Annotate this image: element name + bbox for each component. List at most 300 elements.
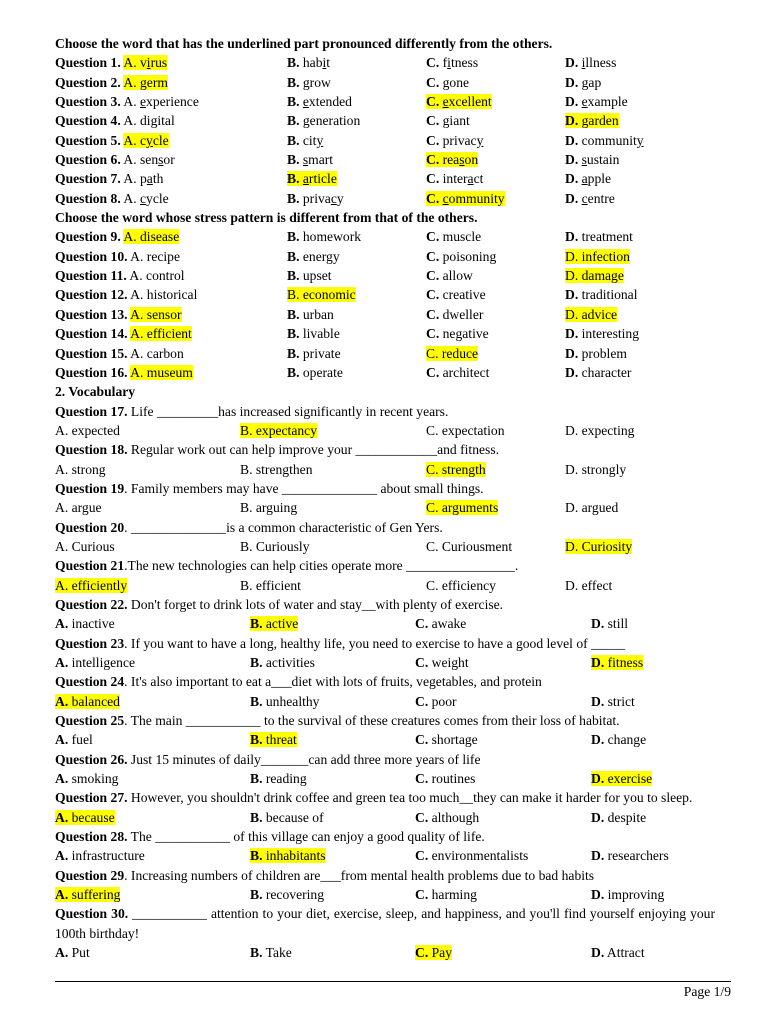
option-text (565, 152, 619, 167)
underlined-part: c (140, 190, 147, 206)
option-text (565, 539, 632, 554)
question-number: Question 28. (55, 829, 128, 845)
option-letter: C. (426, 268, 440, 284)
word-suffix: y (336, 190, 344, 206)
question-number: Question 21 (55, 558, 125, 574)
word-prefix: privac (442, 132, 477, 148)
option-text (250, 694, 319, 709)
option-a (55, 460, 106, 479)
option-a (123, 55, 167, 70)
option-text (287, 55, 330, 70)
option-label: Attract (606, 945, 645, 961)
option-d (565, 363, 631, 382)
word-suffix: erm (146, 74, 168, 90)
question-stem (55, 440, 715, 459)
option-letter: D. (565, 287, 579, 303)
question-text: Don't forget to drink lots of water and stay__with plenty of exercise. (127, 596, 504, 612)
option-b (250, 846, 326, 865)
question-number: Question 17. (55, 403, 128, 419)
option-label: C. efficiency (426, 577, 496, 593)
option-text (415, 616, 466, 631)
option-letter: C. (415, 771, 429, 787)
option-b (240, 498, 297, 517)
option-letter: D. (565, 190, 579, 206)
option-text (426, 75, 469, 90)
option-letter: C. (415, 809, 429, 825)
option-b (287, 92, 352, 111)
option-text: character (581, 364, 632, 380)
underlined-part: y (476, 132, 484, 148)
word-suffix: iant (449, 113, 470, 129)
option-text (591, 771, 652, 786)
question-text: . Family members may have ______________ about small things. (124, 480, 484, 496)
option-c (426, 266, 473, 285)
option-b (287, 324, 340, 343)
option-letter: A. (123, 152, 137, 168)
word-suffix: llness (585, 55, 617, 71)
option-text: problem (581, 345, 627, 361)
option-d (565, 421, 634, 440)
word-suffix: tness (450, 55, 479, 71)
question-number: Question 8. (55, 190, 121, 206)
word-prefix: inter (442, 171, 468, 187)
question-row (55, 169, 715, 188)
word-suffix: ycle (146, 190, 169, 206)
option-b (287, 247, 340, 266)
option-text: upset (302, 268, 332, 284)
option-label: Pay (431, 945, 453, 961)
option-letter: C. (426, 171, 440, 187)
option-c (415, 808, 479, 827)
option-label: routines (431, 771, 476, 787)
underlined-part: s (581, 152, 587, 168)
option-label: infrastructure (71, 848, 145, 864)
option-letter: C. (426, 74, 440, 90)
option-text (250, 887, 324, 902)
option-letter: B. (287, 74, 300, 90)
option-letter: A. (55, 809, 69, 825)
page-number: Page 1/9 (683, 984, 731, 999)
question-row (55, 73, 715, 92)
option-letter: A. (123, 171, 137, 187)
option-label: B. Curiously (240, 538, 310, 554)
question-number: Question 7. (55, 171, 121, 187)
option-text (426, 133, 483, 148)
underlined-part: s (158, 152, 164, 168)
option-letter: C. (426, 306, 440, 322)
underlined-part: c (442, 190, 449, 206)
word-prefix: rea (442, 152, 460, 168)
option-letter: B. (250, 616, 263, 632)
option-a (55, 653, 135, 672)
question-stem (55, 866, 715, 885)
word-prefix: v (140, 55, 147, 71)
option-text: energy (302, 248, 340, 264)
option-label: because (71, 809, 115, 825)
option-text (123, 55, 167, 70)
option-text (591, 848, 669, 863)
option-label: threat (265, 732, 297, 748)
options-row (55, 498, 715, 517)
option-text: livable (302, 326, 340, 342)
underlined-part: i (322, 55, 327, 71)
option-text: poisoning (442, 248, 497, 264)
word-suffix: eneration (309, 113, 361, 129)
question-text: Just 15 minutes of daily_______can add three more years of life (127, 751, 481, 767)
option-label: C. Curiousment (426, 538, 513, 554)
options-row (55, 692, 715, 711)
option-letter: C. (415, 887, 429, 903)
option-text (426, 171, 483, 186)
option-letter: D. (591, 655, 605, 670)
question-row (55, 247, 715, 266)
option-c (426, 131, 483, 150)
option-label: although (431, 809, 480, 825)
option-text (415, 771, 475, 786)
question-row (55, 189, 715, 208)
option-text (240, 462, 313, 477)
option-text (426, 539, 512, 554)
option-label: strict (607, 693, 635, 709)
option-c (426, 92, 492, 111)
word-suffix: ustain (586, 152, 620, 168)
option-c (415, 730, 478, 749)
option-letter: B. (250, 848, 263, 864)
option-d (565, 169, 611, 188)
option-label: inhabitants (265, 848, 326, 864)
stress-questions (55, 227, 715, 382)
option-label: intelligence (71, 655, 136, 670)
option-letter: C. (426, 287, 440, 303)
option-b (287, 169, 337, 188)
option-letter: B. (287, 55, 300, 71)
option-a: A. efficient (130, 326, 192, 342)
underlined-part: g (581, 113, 589, 129)
option-letter: C. (415, 945, 429, 961)
option-label: D. effect (565, 577, 613, 593)
option-d (591, 730, 646, 749)
section-title-pronunciation: Choose the word that has the underlined part pronounced differently from the others. (55, 36, 553, 51)
question-number: Question 2. (55, 74, 121, 90)
option-text (415, 810, 479, 825)
option-text (123, 133, 168, 148)
option-d (565, 576, 612, 595)
option-c (426, 227, 481, 246)
option-text: D. advice (565, 306, 618, 322)
question-number: Question 22. (55, 596, 128, 612)
question-row (55, 131, 715, 150)
question-text: Life _________has increased significantly in recent years. (127, 403, 449, 419)
question-row (55, 266, 715, 285)
question-stem (55, 518, 715, 537)
option-text (426, 94, 492, 109)
option-label: improving (607, 887, 665, 903)
option-label: smoking (71, 771, 119, 787)
underlined-part: e (442, 94, 449, 110)
option-text (55, 848, 145, 863)
option-label: A. expected (55, 422, 120, 438)
underlined-part: c (581, 190, 588, 206)
question-stem (55, 904, 715, 943)
options-row (55, 460, 715, 479)
option-a (55, 537, 115, 556)
option-label: recovering (265, 887, 324, 903)
word-suffix: entre (587, 190, 615, 206)
option-letter: D. (565, 74, 579, 90)
option-text: traditional (581, 287, 638, 303)
option-a: A. sensor (130, 306, 182, 322)
option-d (565, 460, 626, 479)
option-d (565, 53, 616, 72)
option-label: A. argue (55, 500, 102, 516)
option-text (565, 171, 611, 186)
vocabulary-questions (55, 402, 715, 963)
option-c (415, 692, 457, 711)
option-d (591, 769, 652, 788)
underlined-part: g (302, 113, 310, 129)
option-text (287, 191, 344, 206)
option-b (287, 305, 334, 324)
question-row (55, 53, 715, 72)
option-label: harming (431, 887, 477, 903)
question-number: Question 25 (55, 713, 125, 729)
option-text (123, 152, 174, 167)
option-text (55, 887, 120, 902)
question-number: Question 16. (55, 364, 128, 380)
option-a (55, 885, 120, 904)
option-text (55, 945, 90, 960)
word-prefix: communit (581, 132, 637, 148)
option-letter: C. (415, 655, 429, 670)
option-a (55, 769, 118, 788)
option-label: D. expecting (565, 422, 635, 438)
option-text (123, 113, 174, 128)
option-c (415, 885, 477, 904)
option-b (240, 537, 310, 556)
option-d (591, 808, 646, 827)
option-text: operate (302, 364, 343, 380)
option-letter: B. (287, 345, 300, 361)
option-b (287, 363, 343, 382)
option-letter: C. (415, 616, 429, 632)
option-b (250, 808, 324, 827)
option-c (426, 305, 483, 324)
question-row (55, 344, 715, 363)
option-a (55, 421, 120, 440)
option-a (123, 133, 168, 148)
option-text: treatment (581, 229, 633, 245)
option-text (565, 133, 644, 148)
word-suffix: ommunity (448, 190, 505, 206)
question-number: Question 9. (55, 229, 121, 245)
option-letter: C. (426, 55, 440, 71)
underlined-part: g (150, 113, 158, 129)
options-row (55, 614, 715, 633)
option-a: A. museum (130, 364, 193, 380)
option-text (591, 694, 635, 709)
option-letter: D. (565, 345, 579, 361)
word-prefix: cit (302, 132, 317, 148)
option-text (426, 152, 478, 167)
option-text (565, 500, 618, 515)
question-text: Regular work out can help improve your ____________and fitness. (127, 442, 500, 458)
option-a (123, 113, 174, 128)
option-letter: A. (55, 887, 69, 903)
underlined-part: g (442, 113, 450, 129)
question-row (55, 363, 715, 382)
word-prefix: sen (140, 152, 159, 168)
option-a (123, 94, 199, 109)
underlined-part: g (442, 74, 450, 90)
option-label: because of (265, 809, 324, 825)
option-letter: C. (426, 113, 440, 129)
question-stem (55, 556, 715, 575)
question-number: Question 30. (55, 906, 129, 922)
word-suffix: th (152, 171, 164, 187)
option-text (591, 616, 628, 631)
question-text: The ___________ of this village can enjoy a good quality of life. (127, 829, 485, 845)
option-d (565, 344, 627, 363)
option-letter: A. (55, 732, 69, 748)
option-text (250, 732, 297, 747)
option-c (426, 498, 498, 517)
option-text (565, 423, 634, 438)
option-letter: C. (426, 132, 440, 148)
option-text (591, 655, 643, 670)
word-suffix: one (449, 74, 470, 90)
option-a (55, 614, 115, 633)
option-a: A. disease (123, 229, 180, 245)
options-row (55, 808, 715, 827)
underlined-part: e (581, 94, 588, 110)
question-number: Question 26. (55, 751, 128, 767)
option-text (565, 55, 616, 70)
option-label: environmentalists (431, 848, 529, 864)
option-label: C. strength (426, 461, 486, 477)
word-suffix: xtended (308, 94, 352, 110)
options-row (55, 730, 715, 749)
option-letter: A. (123, 132, 137, 148)
question-row (55, 150, 715, 169)
option-label: weight (431, 655, 469, 670)
option-text: creative (442, 287, 486, 303)
option-a: A. control (129, 268, 185, 284)
option-d (591, 692, 635, 711)
options-row (55, 653, 715, 672)
underlined-part: s (302, 152, 309, 168)
question-number: Question 19 (55, 480, 125, 496)
option-b (287, 53, 330, 72)
word-suffix: xcellent (448, 94, 492, 110)
option-c (426, 363, 489, 382)
option-letter: B. (287, 152, 300, 168)
option-letter: B. (250, 887, 263, 903)
question-stem (55, 634, 715, 653)
option-d (565, 285, 638, 304)
option-letter: D. (591, 945, 605, 961)
option-text (55, 616, 115, 631)
option-letter: C. (426, 248, 440, 264)
option-letter: D. (591, 809, 605, 825)
question-text: . ______________is a common characteristic of Gen Yers. (124, 519, 443, 535)
worksheet (55, 34, 715, 963)
option-letter: B. (250, 945, 263, 961)
option-label: awake (431, 616, 467, 632)
word-suffix: ap (588, 74, 602, 90)
option-text (426, 423, 505, 438)
question-text: . The main ___________ to the survival of these creatures comes from their loss of habitat. (124, 713, 620, 729)
option-a: A. recipe (130, 248, 180, 264)
option-label: fuel (71, 732, 93, 748)
option-letter: D. (565, 171, 579, 187)
option-label: active (265, 616, 299, 632)
option-text (426, 500, 498, 515)
option-letter: B. (287, 268, 300, 284)
option-c (426, 73, 469, 92)
option-d (565, 537, 632, 556)
word-suffix: arden (588, 113, 619, 129)
option-label: exercise (607, 771, 653, 787)
option-text (240, 500, 297, 515)
word-suffix: cle (152, 132, 169, 148)
underlined-part: g (581, 74, 589, 90)
option-c (426, 285, 486, 304)
option-b (287, 73, 331, 92)
option-text: muscle (442, 229, 482, 245)
option-letter: D. (565, 152, 579, 168)
option-label: reading (265, 771, 307, 787)
word-suffix: ital (157, 113, 175, 129)
option-text (426, 191, 505, 206)
underlined-part: y (146, 132, 153, 148)
underlined-part: a (467, 171, 474, 187)
option-d (565, 150, 619, 169)
option-letter: A. (55, 771, 69, 787)
option-letter: B. (250, 655, 263, 670)
option-text (565, 113, 619, 128)
question-number: Question 12. (55, 287, 128, 303)
option-d (565, 266, 624, 285)
option-label: researchers (607, 848, 669, 864)
question-number: Question 3. (55, 94, 121, 110)
section-title-vocabulary: 2. Vocabulary (55, 384, 136, 400)
option-text (287, 75, 331, 90)
option-text (415, 694, 457, 709)
option-text: B. economic (287, 287, 356, 303)
option-text (250, 848, 326, 863)
question-text: .The new technologies can help cities operate more ________________. (124, 558, 519, 574)
option-letter: C. (415, 693, 429, 709)
underlined-part: e (302, 94, 309, 110)
option-c (426, 189, 505, 208)
option-letter: A. (123, 74, 137, 90)
option-b (287, 285, 356, 304)
option-label: C. expectation (426, 422, 505, 438)
options-row (55, 943, 715, 962)
option-text (55, 694, 120, 709)
option-c (426, 576, 496, 595)
option-label: balanced (71, 693, 120, 709)
word-prefix: priva (302, 190, 331, 206)
option-d (591, 885, 664, 904)
option-d (565, 111, 619, 130)
option-text (415, 945, 452, 960)
option-letter: B. (287, 171, 300, 187)
option-c (426, 150, 478, 169)
question-text: . It's also important to eat a___diet with lots of fruits, vegetables, and protein (124, 674, 542, 690)
option-text (426, 55, 478, 70)
option-letter: D. (591, 848, 605, 864)
